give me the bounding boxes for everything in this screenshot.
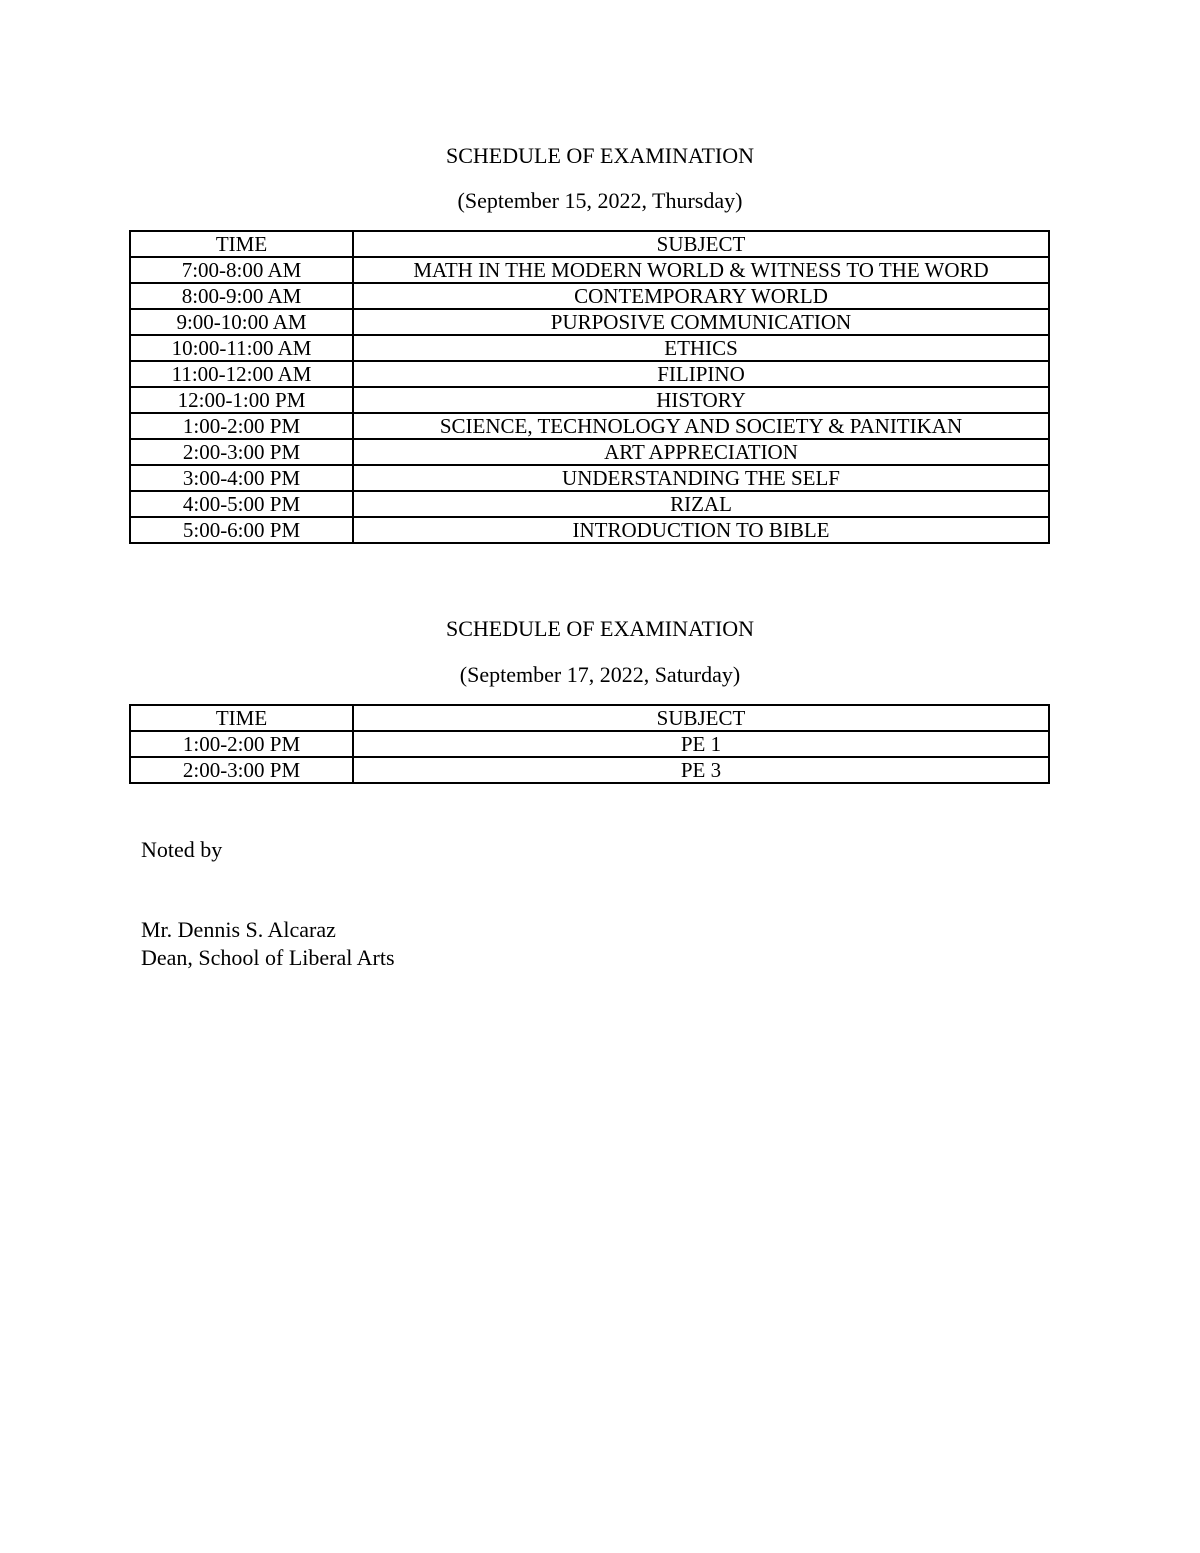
time-cell: 8:00-9:00 AM [130, 283, 353, 309]
subject-cell: PE 3 [353, 757, 1049, 783]
table-row [130, 257, 1049, 283]
time-cell: 4:00-5:00 PM [130, 491, 353, 517]
subject-cell: INTRODUCTION TO BIBLE [353, 517, 1049, 543]
table-row [130, 465, 1049, 491]
subject-cell: PE 1 [353, 731, 1049, 757]
subject-cell: CONTEMPORARY WORLD [353, 283, 1049, 309]
table-row [130, 309, 1049, 335]
time-column-header: TIME [130, 231, 353, 257]
schedule-1-table [129, 230, 1050, 544]
subject-cell: ART APPRECIATION [353, 439, 1049, 465]
schedule-2-title: SCHEDULE OF EXAMINATION [446, 616, 754, 641]
subject-column-header: SUBJECT [353, 705, 1049, 731]
subject-cell: MATH IN THE MODERN WORLD & WITNESS TO THE WORD [353, 257, 1049, 283]
time-cell: 12:00-1:00 PM [130, 387, 353, 413]
table-row [130, 413, 1049, 439]
time-cell: 11:00-12:00 AM [130, 361, 353, 387]
subject-column-header: SUBJECT [353, 231, 1049, 257]
time-cell: 1:00-2:00 PM [130, 731, 353, 757]
time-cell: 5:00-6:00 PM [130, 517, 353, 543]
table-row [130, 491, 1049, 517]
table-row [130, 731, 1049, 757]
subject-cell: SCIENCE, TECHNOLOGY AND SOCIETY & PANITIKAN [353, 413, 1049, 439]
time-cell: 9:00-10:00 AM [130, 309, 353, 335]
table-row [130, 757, 1049, 783]
time-column-header: TIME [130, 705, 353, 731]
time-cell: 1:00-2:00 PM [130, 413, 353, 439]
table-row [130, 517, 1049, 543]
schedule-2-date: (September 17, 2022, Saturday) [459, 662, 741, 687]
time-cell: 10:00-11:00 AM [130, 335, 353, 361]
subject-cell: ETHICS [353, 335, 1049, 361]
time-cell: 2:00-3:00 PM [130, 757, 353, 783]
schedule-1-title: SCHEDULE OF EXAMINATION [446, 143, 754, 168]
signatory-name: Mr. Dennis S. Alcaraz [141, 917, 336, 942]
noted-by-label: Noted by [141, 837, 223, 862]
time-cell: 7:00-8:00 AM [130, 257, 353, 283]
signatory-position: Dean, School of Liberal Arts [141, 945, 395, 970]
subject-cell: UNDERSTANDING THE SELF [353, 465, 1049, 491]
time-cell: 2:00-3:00 PM [130, 439, 353, 465]
schedule-2-table [129, 704, 1050, 784]
schedule-1-date: (September 15, 2022, Thursday) [457, 188, 743, 213]
table-row [130, 361, 1049, 387]
subject-cell: HISTORY [353, 387, 1049, 413]
table-row [130, 335, 1049, 361]
subject-cell: FILIPINO [353, 361, 1049, 387]
table-row [130, 439, 1049, 465]
table-header-row [130, 231, 1049, 257]
time-cell: 3:00-4:00 PM [130, 465, 353, 491]
subject-cell: PURPOSIVE COMMUNICATION [353, 309, 1049, 335]
table-header-row [130, 705, 1049, 731]
subject-cell: RIZAL [353, 491, 1049, 517]
table-row [130, 283, 1049, 309]
table-row [130, 387, 1049, 413]
